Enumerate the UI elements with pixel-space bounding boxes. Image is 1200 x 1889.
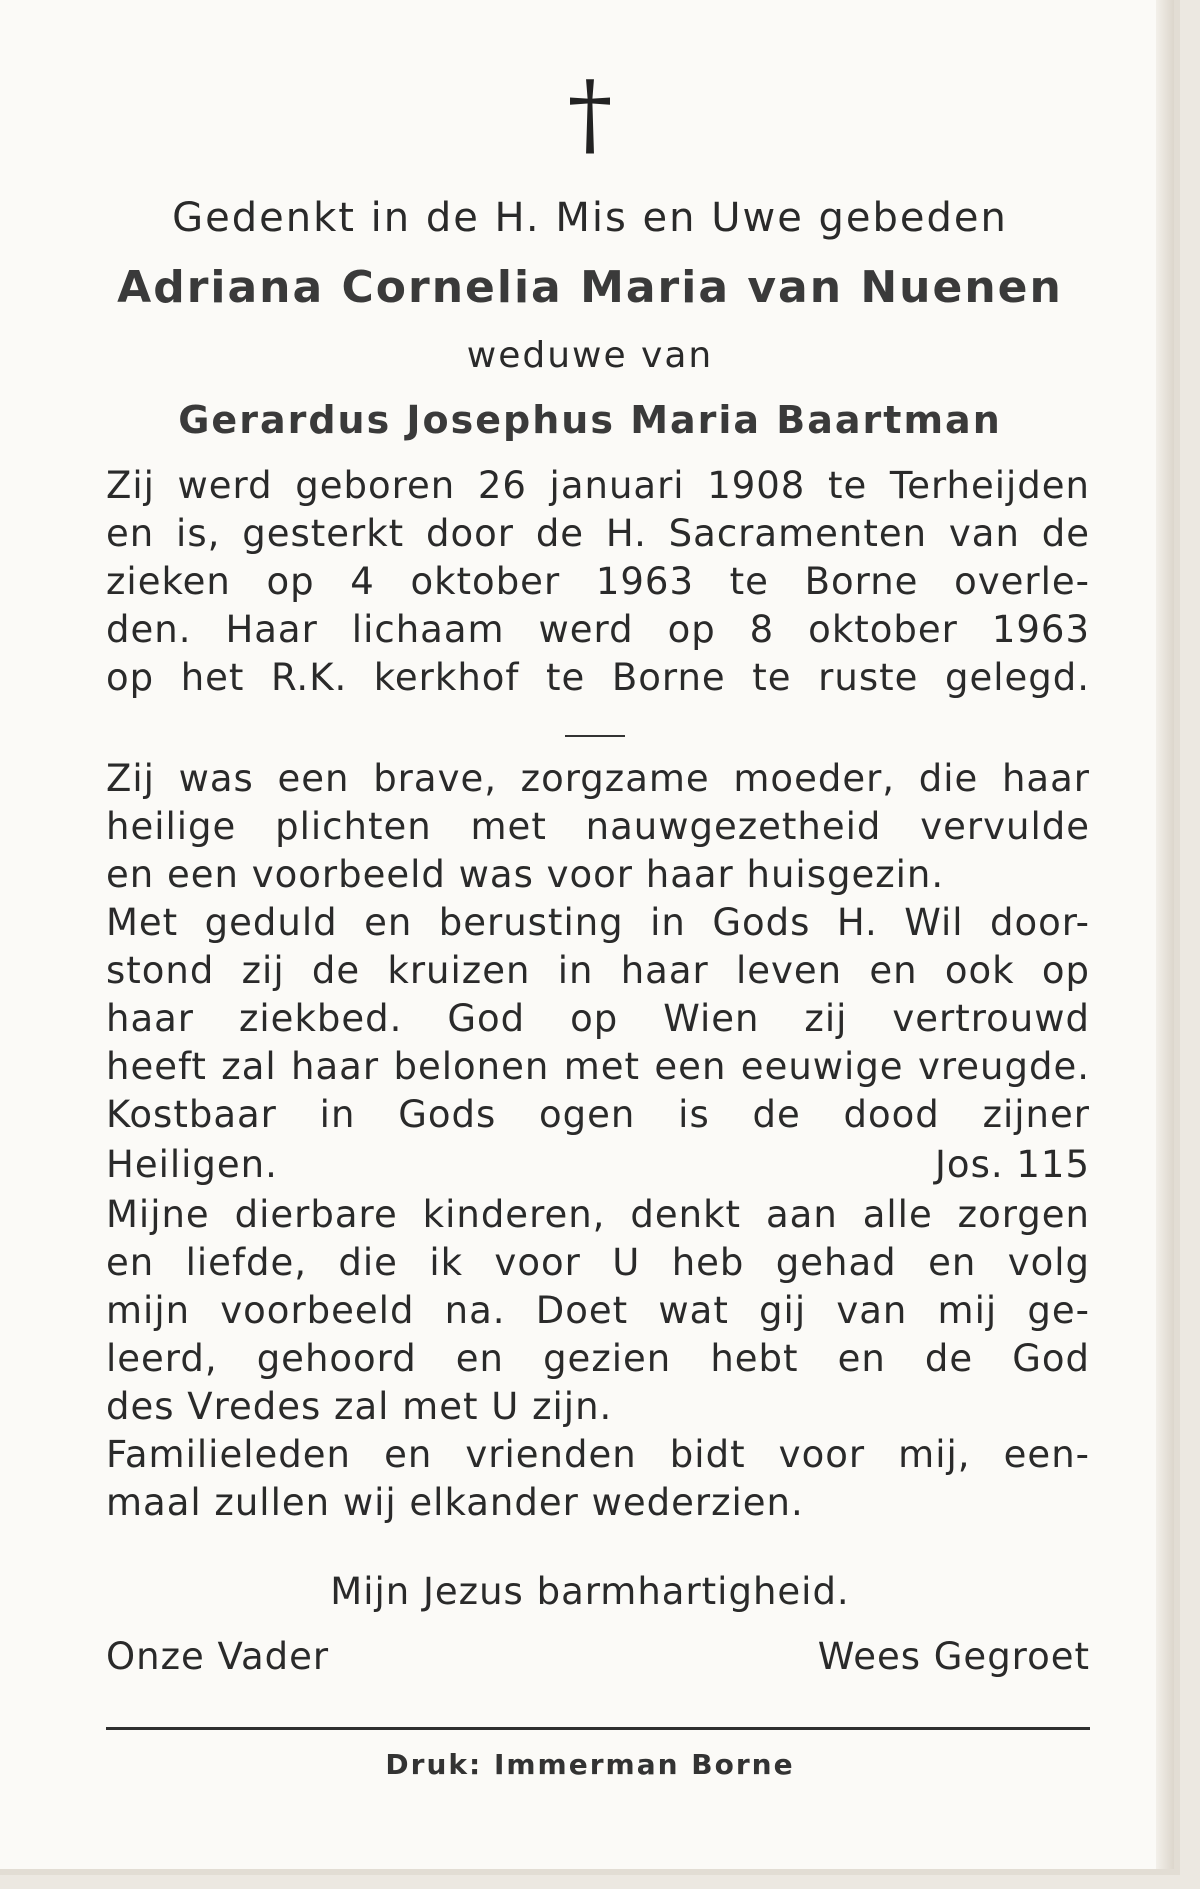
text-line: heilige plichten met nauwgezetheid vervulde [106, 805, 1090, 848]
text-line: en liefde, die ik voor U heb gehad en volg [106, 1241, 1090, 1284]
tribute-paragraph [106, 755, 1090, 1139]
cross-icon: † [567, 62, 613, 167]
text-line: Familieleden en vrienden bidt voor mij, een- [106, 1433, 1090, 1476]
text-line: Met geduld en berusting in Gods H. Wil door- [106, 901, 1090, 944]
text-line: stond zij de kruizen in haar leven en ook op [106, 949, 1090, 992]
short-divider [565, 735, 625, 737]
text-line: zieken op 4 oktober 1963 te Borne overle- [106, 560, 1090, 603]
prayer-right: Wees Gegroet [817, 1635, 1090, 1678]
text-line: leerd, gehoord en gezien hebt en de God [106, 1337, 1090, 1380]
widow-of-text: weduwe van [466, 335, 714, 376]
prayers-line [106, 1635, 1090, 1683]
text-line: mijn voorbeeld na. Doet wat gij van mij ge- [106, 1289, 1090, 1332]
text-line: des Vredes zal met U zijn. [106, 1385, 613, 1428]
intro-text: Gedenkt in de H. Mis en Uwe gebeden [172, 195, 1008, 241]
husband-name: Gerardus Josephus Maria Baartman [178, 398, 1002, 442]
biography-paragraph [106, 462, 1090, 702]
printer-credit: Druk: Immerman Borne [385, 1748, 795, 1781]
prayer-left: Onze Vader [106, 1635, 330, 1678]
text-line: maal zullen wij elkander wederzien. [106, 1481, 804, 1524]
text-line: haar ziekbed. God op Wien zij vertrouwd [106, 997, 1090, 1040]
deceased-name: Adriana Cornelia Maria van Nuenen [117, 262, 1063, 313]
text-line: Kostbaar in Gods ogen is de dood zijner [106, 1093, 1090, 1136]
children-paragraph [106, 1191, 1090, 1431]
text-line: Zij was een brave, zorgzame moeder, die haar [106, 757, 1090, 800]
text-line: op het R.K. kerkhof te Borne te ruste gelegd. [106, 656, 1090, 699]
ejaculation-text: Mijn Jezus barmhartigheid. [330, 1570, 850, 1613]
family-paragraph [106, 1431, 1090, 1527]
verse-reference: Jos. 115 [935, 1143, 1090, 1186]
text-line: en een voorbeeld was voor haar huisgezin. [106, 853, 945, 896]
text-line: Zij werd geboren 26 januari 1908 te Terheijden [106, 464, 1090, 507]
text-line: den. Haar lichaam werd op 8 oktober 1963 [106, 608, 1090, 651]
text-line: en is, gesterkt door de H. Sacramenten van de [106, 512, 1090, 555]
text-line: heeft zal haar belonen met een eeuwige vreugde. [106, 1045, 1090, 1088]
verse-end: Heiligen. [106, 1143, 278, 1186]
bottom-divider [106, 1727, 1090, 1730]
text-line: Mijne dierbare kinderen, denkt aan alle zorgen [106, 1193, 1090, 1236]
